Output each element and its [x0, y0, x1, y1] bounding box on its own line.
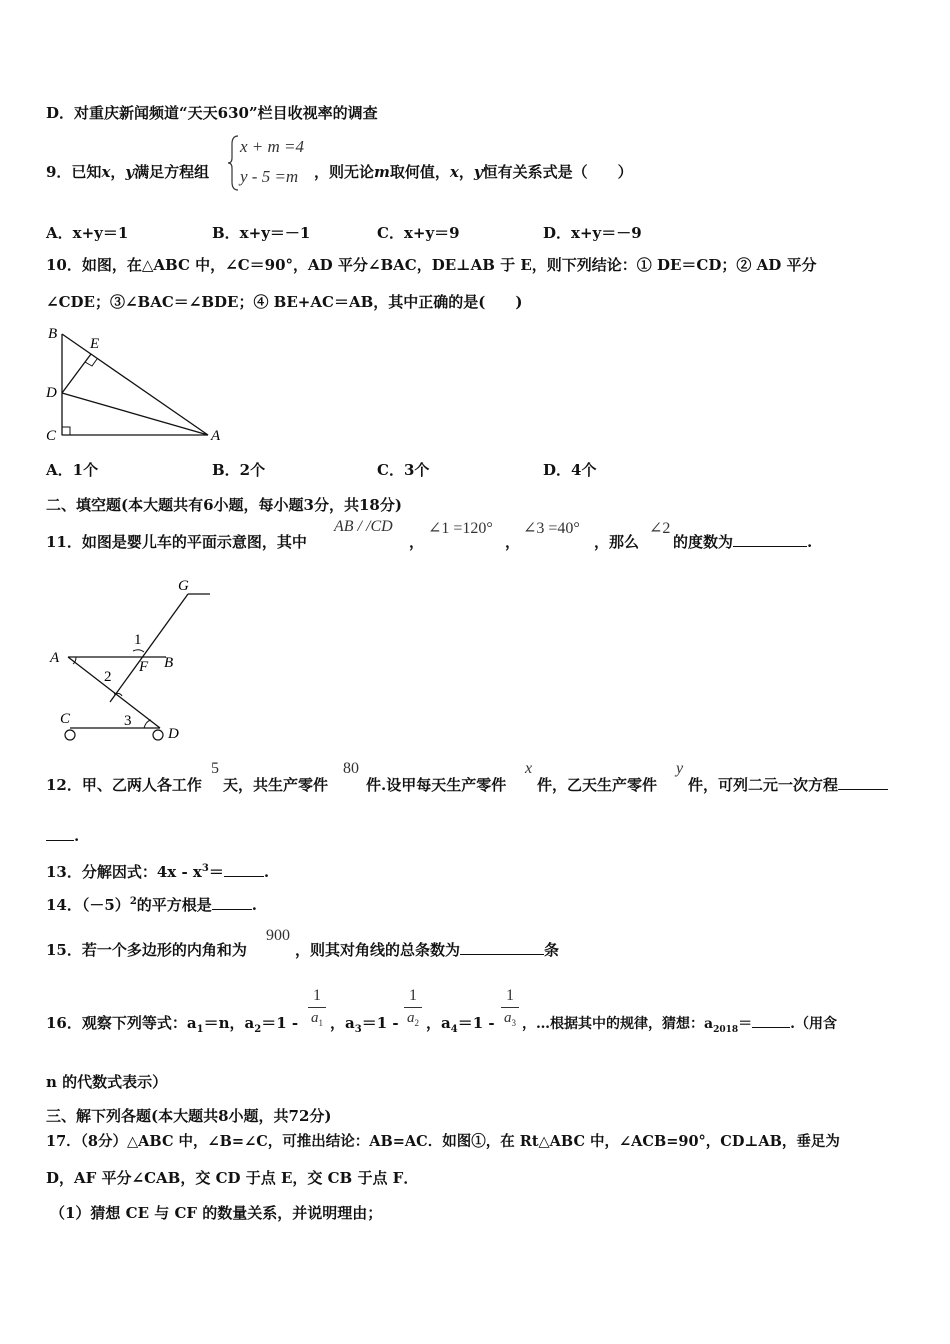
q17-line-1: 17．（8分）△ABC 中，∠B=∠C，可推出结论：AB=AC．如图①，在 Rt△ABC 中，∠ACB=90°，CD⊥AB，垂足为 [46, 1133, 840, 1150]
q9-comma: ， [110, 163, 126, 181]
q16-fraction-2-sub: 2 [414, 1018, 419, 1028]
q9-mid: 满足方程组 [134, 163, 210, 181]
q10-label-b: B [48, 326, 58, 342]
q13-end: . [263, 863, 270, 881]
q16-fraction-3-num: 1 [506, 987, 514, 1004]
q15-part-1: 15．若一个多边形的内角和为 [46, 941, 247, 959]
q16-fraction-3 [501, 987, 519, 1031]
q16-sub-2018: 2018 [713, 1024, 739, 1035]
q9-suffix-b: 取何值， [389, 163, 450, 181]
q12-part-5 [688, 775, 888, 795]
q12-answer-blank-cont[interactable] [46, 826, 74, 841]
q9-var-x: x [101, 163, 111, 181]
q16-fraction-2 [404, 987, 422, 1031]
q16-t3: ＝1 - [361, 1014, 399, 1032]
q11-label-d: D [168, 726, 179, 742]
q16-t5: ，…根据其中的规律，猜想：a [522, 1016, 714, 1032]
q12-line-2 [46, 826, 79, 846]
q11-label-a: A [50, 650, 60, 666]
q14-text: 14．（－5） [46, 896, 130, 914]
q16-part-a [46, 1013, 298, 1040]
q14-tail: 的平方根是 [136, 896, 212, 914]
q16-fraction-1-den: a [311, 1010, 319, 1026]
q16-line-2: n 的代数式表示） [46, 1073, 168, 1091]
q11-prefix: 11．如图是婴儿车的平面示意图，其中 [46, 533, 307, 551]
q13-tail: ＝ [208, 863, 224, 881]
q11-line-fg [110, 594, 188, 702]
q16-t1: ＝n，a [203, 1014, 255, 1032]
q9-brace [226, 134, 240, 192]
q16-fraction-1-sub: 1 [318, 1018, 323, 1028]
q12-var-y: y [676, 760, 684, 777]
q12-part-2: 天，共生产零件 [223, 776, 329, 794]
q9-comma2: ， [458, 163, 474, 181]
q12-value-total: 80 [343, 760, 359, 777]
q11-label-c: C [60, 711, 71, 727]
section-2-title: 二、填空题(本大题共有6小题，每小题3分，共18分) [46, 496, 402, 514]
q11-label-1: 1 [134, 632, 142, 648]
q16-fraction-3-den: a [504, 1010, 512, 1026]
q11-label-3: 3 [124, 713, 132, 729]
q9-var-y: y [125, 163, 135, 181]
q15-part-3: 条 [544, 941, 560, 959]
q12-answer-blank[interactable] [838, 775, 888, 790]
q12-part-1: 12．甲、乙两人各工作 [46, 776, 202, 794]
q16-answer-blank[interactable] [752, 1013, 790, 1028]
q16-part-b [330, 1013, 399, 1040]
q9-suffix-a: ，则无论 [314, 163, 375, 181]
q15-value-angle-sum: 900 [266, 927, 290, 944]
q16-fraction-1-num: 1 [313, 987, 321, 1004]
q11-sep-1: ， [409, 533, 425, 551]
q10-line-2: ∠CDE；③∠BAC＝∠BDE；④ BE+AC＝AB，其中正确的是( ) [46, 293, 523, 311]
q16-part-c [426, 1013, 495, 1040]
q13-answer-blank[interactable] [224, 862, 264, 877]
q14-answer-blank[interactable] [212, 895, 252, 910]
q16-sep-2: ，a [426, 1014, 451, 1032]
q11-label-g: G [178, 578, 189, 594]
q16-fraction-1 [308, 987, 326, 1031]
q12-end: . [74, 827, 80, 845]
q9-option-b: B．x+y＝－1 [212, 224, 311, 242]
q12-part-3: 件.设甲每天生产零件 [366, 776, 507, 794]
q12-part-4: 件，乙天生产零件 [537, 776, 658, 794]
q11-wheel-c [65, 730, 75, 740]
q10-label-c: C [46, 428, 57, 444]
q11-end: . [807, 533, 813, 551]
q10-label-d: D [46, 385, 57, 401]
q11-wheel-d [153, 730, 163, 740]
q11-math-angle-2: ∠2 [649, 520, 671, 537]
q9-var-y2: y [473, 163, 483, 181]
q10-right-angle-c [62, 427, 70, 435]
q17-line-3: （1）猜想 CE 与 CF 的数量关系，并说明理由； [50, 1204, 383, 1222]
q16-fraction-2-den: a [407, 1010, 415, 1026]
q16-t7: .（用含 [790, 1016, 838, 1032]
q12-part-5-text: 件，可列二元一次方程 [688, 776, 839, 794]
q9-option-c: C．x+y＝9 [377, 224, 460, 242]
q8-option-d: D．对重庆新闻频道“天天630”栏目收视率的调查 [46, 104, 378, 122]
section-3-title: 三、解下列各题(本大题共8小题，共72分) [46, 1107, 332, 1125]
q11-answer-blank[interactable] [733, 532, 807, 547]
q10-option-b: B．2个 [212, 461, 266, 479]
q11-sep-2: ， [505, 533, 521, 551]
q15-part-2 [295, 940, 559, 960]
q10-label-e: E [90, 336, 100, 352]
q16-sep-1: ，a [330, 1014, 355, 1032]
q16-fraction-3-sub: 3 [511, 1018, 516, 1028]
q16-part-d [522, 1013, 837, 1040]
q10-figure [40, 322, 230, 447]
q9-option-a: A．x+y＝1 [46, 224, 129, 242]
q9-prefix: 9．已知 [46, 163, 102, 181]
q10-option-a: A．1个 [46, 461, 99, 479]
q13-exponent: 3 [201, 863, 209, 874]
q16-p1: 16．观察下列等式：a [46, 1014, 197, 1032]
q9-var-x2: x [449, 163, 459, 181]
q10-label-a: A [211, 428, 221, 444]
q9-equation-2: y - 5 =m [240, 167, 299, 186]
q11-suffix [673, 532, 812, 552]
q16-sub-4: 4 [450, 1024, 458, 1035]
q11-angle-1-mark [133, 650, 144, 652]
q11-math-angle-1: ∠1 =120° [428, 520, 493, 537]
q10-line-1: 10．如图，在△ABC 中，∠C＝90°，AD 平分∠BAC，DE⊥AB 于 E，则下列结论：① DE＝CD；② AD 平分 [46, 256, 817, 274]
q10-option-c: C．3个 [377, 461, 430, 479]
q10-side-ab [62, 334, 208, 435]
q11-suffix-text: 的度数为 [673, 533, 734, 551]
q9-stem-tail [314, 162, 633, 182]
q13-text: 13．分解因式：4x - x [46, 863, 202, 881]
q11-label-b: B [164, 655, 174, 671]
q11-label-f: F [139, 659, 149, 675]
q9-var-m: m [374, 163, 390, 181]
q9-stem [46, 162, 209, 182]
q11-mid: ，那么 [594, 533, 640, 551]
q16-t2: ＝1 - [261, 1014, 299, 1032]
q15-answer-blank[interactable] [460, 940, 544, 955]
q12-var-x: x [525, 760, 533, 777]
q14-exponent: 2 [129, 896, 137, 907]
q11-label-2: 2 [104, 669, 112, 685]
q10-segment-de [62, 354, 91, 393]
q11-math-parallel: AB / /CD [334, 518, 393, 535]
q16-t6: ＝ [738, 1016, 753, 1032]
q16-sub-3: 3 [354, 1024, 362, 1035]
q11-angle-3-mark [144, 720, 151, 728]
q14-line [46, 892, 257, 915]
q9-suffix-c: 恒有关系式是（ ） [482, 163, 633, 181]
q11-math-angle-3: ∠3 =40° [523, 520, 580, 537]
q16-fraction-2-num: 1 [409, 987, 417, 1004]
q12-value-days: 5 [211, 760, 219, 777]
q15-part-2-text: ，则其对角线的总条数为 [295, 941, 461, 959]
q11-figure [44, 574, 244, 746]
q13-line [46, 859, 269, 882]
q16-sub-2: 2 [254, 1024, 262, 1035]
q10-segment-ad [62, 393, 208, 435]
q14-end: . [251, 896, 258, 914]
q16-t4: ＝1 - [457, 1014, 495, 1032]
q10-option-d: D．4个 [543, 461, 597, 479]
q9-option-d: D．x+y＝－9 [543, 224, 642, 242]
q17-line-2: D，AF 平分∠CAB，交 CD 于点 E，交 CB 于点 F． [46, 1169, 419, 1187]
q9-equation-1: x + m =4 [240, 137, 305, 156]
q16-sub-1: 1 [196, 1024, 204, 1035]
